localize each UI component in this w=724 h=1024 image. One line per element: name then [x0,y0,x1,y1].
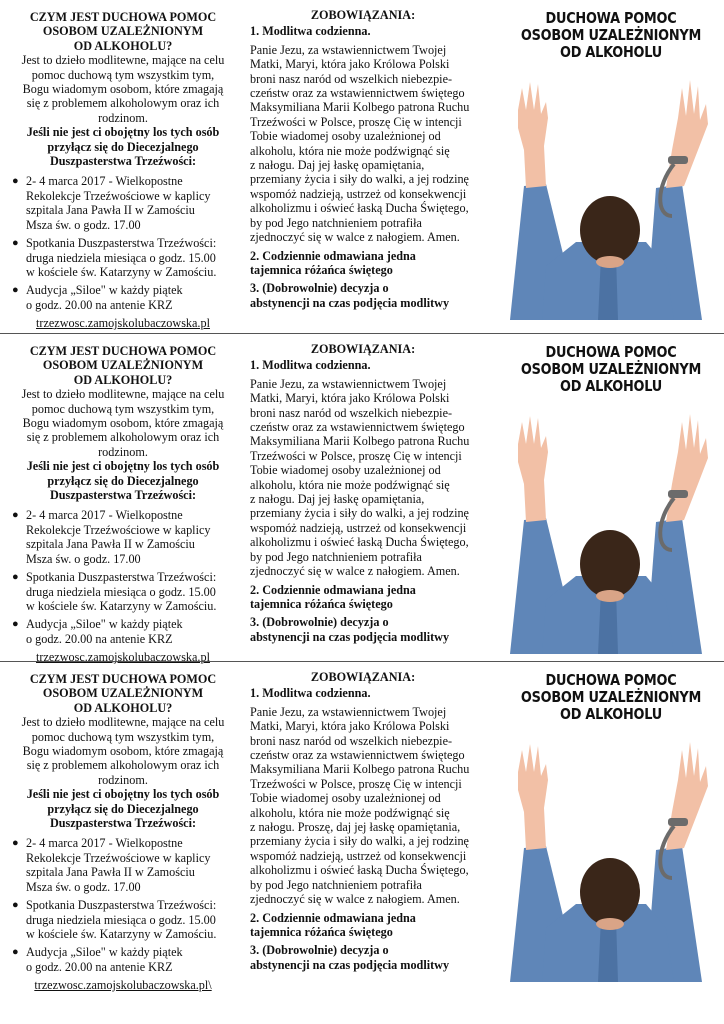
event-line: 2- 4 marca 2017 - Wielkopostne [26,836,183,851]
info-title-line: CZYM JEST DUCHOWA POMOC [29,672,217,686]
prayer-line: Matki, Maryi, która jako Królowa Polski [250,391,450,406]
prayer-line: Tobie wiadomej osoby uzależnionej od [250,463,441,478]
event-item [14,945,232,974]
prayer-line: wspomóż nadzieją, ustrzeż od konsekwencji [250,186,467,201]
event-line: o godz. 20.00 na antenie KRZ [26,631,173,646]
event-item [14,508,232,566]
intro-line: rodzinom. [98,444,148,459]
prayer-line: Panie Jezu, za wstawiennictwem Twojej [250,42,447,57]
info-column [14,672,232,993]
info-title-line: OSOBOM UZALEŻNIONYM [42,686,204,701]
intro-line: Jest to dzieło modlitewne, mające na celu [21,53,225,68]
prayer-line: z nałogu. Proszę, daj jej łaskę opamiętania, [250,820,461,835]
event-item [14,570,232,613]
commitments-column [250,342,476,644]
neck [596,918,624,930]
website-link[interactable]: trzezwosc.zamojskolubaczowska.pl\ [34,978,212,993]
intro-line: rodzinom. [98,110,148,125]
info-title-line: CZYM JEST DUCHOWA POMOC [29,344,217,358]
event-line: Rekolekcje Trzeźwościowe w kaplicy [26,850,211,865]
prayer-line: zjednoczyć się w walce z nałogiem. Amen. [250,230,460,245]
commitment-2-line: tajemnica różańca świętego [250,924,393,939]
prayer-line: przemiany życia i siły do walki, a jej rodzinę [250,172,469,187]
event-item [14,898,232,941]
commitment-1: 1. Modlitwa codzienna. [250,358,371,373]
event-line: Audycja „Siloe" w każdy piątek [26,283,183,298]
poster-title-line: OD ALKOHOLU [560,705,662,723]
commitment-1: 1. Modlitwa codzienna. [250,24,371,39]
bullet-icon: ● [12,899,19,912]
prayer-line: czeństw oraz za wstawiennictwem świętego [250,86,465,101]
commitment-2-line: 2. Codziennie odmawiana jedna [250,248,416,263]
info-title-line: OD ALKOHOLU? [73,372,173,387]
bullet-icon: ● [12,509,19,522]
commitments-column [250,8,476,310]
prayer-line: broni nasz naród od wszelkich niebezpie- [250,733,453,748]
call-line: przyłącz się do Diecezjalnego [47,139,199,154]
event-line: Spotkania Duszpasterstwa Trzeźwości: [26,898,217,913]
bullet-icon: ● [12,175,19,188]
man-raised-hands-illustration [506,66,716,320]
website-link[interactable]: trzezwosc.zamojskolubaczowska.pl [36,316,210,331]
info-title-line: OSOBOM UZALEŻNIONYM [42,358,204,373]
intro-line: Bogu wiadomym osobom, które zmagają [22,744,224,759]
event-line: druga niedziela miesiąca o godz. 15.00 [26,250,216,265]
prayer-line: Panie Jezu, za wstawiennictwem Twojej [250,704,447,719]
man-raised-hands-illustration [506,728,716,982]
prayer-line: Tobie wiadomej osoby uzależnionej od [250,791,441,806]
prayer-line: by pod Jego natchnieniem potrafiła [250,549,422,564]
commitment-3 [250,281,476,310]
info-call [14,787,232,830]
prayer-line: z nałogu. Daj jej łaskę opamiętania, [250,492,425,507]
info-title-line: OD ALKOHOLU? [73,700,173,715]
event-line: o godz. 20.00 na antenie KRZ [26,959,173,974]
event-line: Msza św. o godz. 17.00 [26,879,141,894]
right-hand [666,742,708,850]
commitment-3-line: 3. (Dobrowolnie) decyzja o [250,615,389,630]
prayer-line: alkoholizmu i oświeć łaską Ducha Świętego, [250,863,469,878]
bullet-icon: ● [12,571,19,584]
event-item [14,617,232,646]
call-line: Duszpasterstwa Trzeźwości: [49,154,197,169]
commitment-3-line: 3. (Dobrowolnie) decyzja o [250,943,389,958]
flyer-card [0,0,724,331]
prayer-line: wspomóż nadzieją, ustrzeż od konsekwencji [250,520,467,535]
prayer-line: alkoholu, która nie może podźwignąć się [250,477,450,492]
prayer-line: Maksymiliana Marii Kolbego patrona Ruchu [250,100,470,115]
event-line: Spotkania Duszpasterstwa Trzeźwości: [26,570,217,585]
prayer-line: Matki, Maryi, która jako Królowa Polski [250,719,450,734]
prayer-line: czeństw oraz za wstawiennictwem świętego [250,420,465,435]
commitments-title: ZOBOWIĄZANIA: [310,670,416,684]
event-line: w kościele św. Katarzyny w Zamościu. [26,264,217,279]
info-title-line: OD ALKOHOLU? [73,38,173,53]
poster-title-line: DUCHOWA POMOC [545,343,677,361]
left-hand [518,416,548,522]
prayer-line: broni nasz naród od wszelkich niebezpie- [250,405,453,420]
neck [596,590,624,602]
intro-line: Jest to dzieło modlitewne, mające na celu [21,387,225,402]
bullet-icon: ● [12,837,19,850]
event-line: Spotkania Duszpasterstwa Trzeźwości: [26,236,217,251]
info-title-line: CZYM JEST DUCHOWA POMOC [29,10,217,24]
info-column [14,344,232,665]
prayer-line: alkoholizmu i oświeć łaską Ducha Świętego, [250,535,469,550]
commitment-2-line: 2. Codziennie odmawiana jedna [250,582,416,597]
prayer-line: Trzeźwości w Polsce, proszę Cię w intencji [250,114,462,129]
prayer-line: Maksymiliana Marii Kolbego patrona Ruchu [250,434,470,449]
prayer-line: przemiany życia i siły do walki, a jej rodzinę [250,834,469,849]
poster-title-line: OD ALKOHOLU [560,43,662,61]
prayer-line: wspomóż nadzieją, ustrzeż od konsekwencji [250,848,467,863]
event-line: Audycja „Siloe" w każdy piątek [26,617,183,632]
event-line: Rekolekcje Trzeźwościowe w kaplicy [26,188,211,203]
events-list [14,508,232,646]
poster-title-line: OSOBOM UZALEŻNIONYM [520,26,702,44]
info-intro [14,53,232,125]
commitment-1: 1. Modlitwa codzienna. [250,686,371,701]
info-title-line: OSOBOM UZALEŻNIONYM [42,24,204,39]
head [580,196,640,264]
commitments-title: ZOBOWIĄZANIA: [310,342,416,356]
info-title [14,672,232,715]
man-raised-hands-illustration [506,400,716,654]
head [580,530,640,598]
handcuff-ring [668,490,688,498]
intro-line: się z problemem alkoholowym oraz ich [26,430,220,445]
prayer-line: Trzeźwości w Polsce, proszę Cię w intencji [250,776,462,791]
call-line: przyłącz się do Diecezjalnego [47,801,199,816]
event-line: o godz. 20.00 na antenie KRZ [26,297,173,312]
event-item [14,283,232,312]
intro-line: się z problemem alkoholowym oraz ich [26,96,220,111]
commitments-title: ZOBOWIĄZANIA: [310,8,416,22]
left-hand [518,744,548,850]
prayer-line: by pod Jego natchnieniem potrafiła [250,215,422,230]
bullet-icon: ● [12,618,19,631]
commitment-2 [250,249,476,278]
prayer-line: Panie Jezu, za wstawiennictwem Twojej [250,376,447,391]
event-line: Msza św. o godz. 17.00 [26,551,141,566]
call-line: Jeśli nie jest ci obojętny los tych osób [26,787,220,802]
poster-column [506,672,716,982]
poster-title-line: DUCHOWA POMOC [545,671,677,689]
intro-line: rodzinom. [98,772,148,787]
call-line: Duszpasterstwa Trzeźwości: [49,816,197,831]
neck [596,256,624,268]
poster-title-line: OSOBOM UZALEŻNIONYM [520,360,702,378]
intro-line: pomoc duchową tym wszystkim tym, [31,401,215,416]
flyer-card [0,662,724,993]
commitments-column [250,670,476,972]
commitment-3-line: abstynencji na czas podjęcia modlitwy [250,957,450,972]
commitment-2-line: tajemnica różańca świętego [250,262,393,277]
prayer-line: Trzeźwości w Polsce, proszę Cię w intencji [250,448,462,463]
prayer-line: alkoholu, która nie może podźwignąć się [250,143,450,158]
poster-title-line: DUCHOWA POMOC [545,9,677,27]
commitment-2-line: 2. Codziennie odmawiana jedna [250,910,416,925]
commitment-3 [250,943,476,972]
events-list [14,174,232,312]
event-line: w kościele św. Katarzyny w Zamościu. [26,926,217,941]
call-line: Jeśli nie jest ci obojętny los tych osób [26,125,220,140]
event-line: szpitala Jana Pawła II w Zamościu [26,865,195,880]
info-intro [14,387,232,459]
event-line: 2- 4 marca 2017 - Wielkopostne [26,508,183,523]
left-hand [518,82,548,188]
bullet-icon: ● [12,284,19,297]
commitment-2 [250,911,476,940]
info-title [14,344,232,387]
event-item [14,174,232,232]
call-line: Duszpasterstwa Trzeźwości: [49,488,197,503]
intro-line: Bogu wiadomym osobom, które zmagają [22,416,224,431]
poster-title-line: OSOBOM UZALEŻNIONYM [520,688,702,706]
commitment-3-line: abstynencji na czas podjęcia modlitwy [250,629,450,644]
bullet-icon: ● [12,237,19,250]
info-intro [14,715,232,787]
event-line: druga niedziela miesiąca o godz. 15.00 [26,912,216,927]
prayer-line: alkoholu, która nie może podźwignąć się [250,805,450,820]
commitment-2 [250,583,476,612]
intro-line: pomoc duchową tym wszystkim tym, [31,67,215,82]
intro-line: Bogu wiadomym osobom, które zmagają [22,82,224,97]
bullet-icon: ● [12,946,19,959]
flyer-card [0,334,724,665]
commitment-3-line: abstynencji na czas podjęcia modlitwy [250,295,450,310]
info-call [14,125,232,168]
event-line: 2- 4 marca 2017 - Wielkopostne [26,174,183,189]
info-call [14,459,232,502]
prayer-line: Maksymiliana Marii Kolbego patrona Ruchu [250,762,470,777]
prayer-line: broni nasz naród od wszelkich niebezpie- [250,71,453,86]
event-line: Rekolekcje Trzeźwościowe w kaplicy [26,522,211,537]
right-hand [666,80,708,188]
info-column [14,10,232,331]
commitment-3 [250,615,476,644]
head [580,858,640,926]
event-line: Audycja „Siloe" w każdy piątek [26,945,183,960]
website-link[interactable]: trzezwosc.zamojskolubaczowska.pl [36,650,210,665]
poster-column [506,10,716,320]
prayer-line: Matki, Maryi, która jako Królowa Polski [250,57,450,72]
poster-column [506,344,716,654]
prayer-text [250,43,476,245]
commitment-2-line: tajemnica różańca świętego [250,596,393,611]
commitment-3-line: 3. (Dobrowolnie) decyzja o [250,281,389,296]
prayer-line: z nałogu. Daj jej łaskę opamiętania, [250,158,425,173]
poster-title-line: OD ALKOHOLU [560,377,662,395]
event-line: w kościele św. Katarzyny w Zamościu. [26,598,217,613]
prayer-line: by pod Jego natchnieniem potrafiła [250,877,422,892]
prayer-line: Tobie wiadomej osoby uzależnionej od [250,129,441,144]
events-list [14,836,232,974]
prayer-line: zjednoczyć się w walce z nałogiem. Amen. [250,892,460,907]
call-line: przyłącz się do Diecezjalnego [47,473,199,488]
event-line: druga niedziela miesiąca o godz. 15.00 [26,584,216,599]
event-line: Msza św. o godz. 17.00 [26,217,141,232]
prayer-line: alkoholizmu i oświeć łaską Ducha Świętego, [250,201,469,216]
event-line: szpitala Jana Pawła II w Zamościu [26,203,195,218]
intro-line: pomoc duchową tym wszystkim tym, [31,729,215,744]
info-title [14,10,232,53]
prayer-line: zjednoczyć się w walce z nałogiem. Amen. [250,564,460,579]
event-line: szpitala Jana Pawła II w Zamościu [26,537,195,552]
intro-line: Jest to dzieło modlitewne, mające na celu [21,715,225,730]
event-item [14,236,232,279]
prayer-text [250,705,476,907]
prayer-text [250,377,476,579]
intro-line: się z problemem alkoholowym oraz ich [26,758,220,773]
handcuff-ring [668,818,688,826]
call-line: Jeśli nie jest ci obojętny los tych osób [26,459,220,474]
right-hand [666,414,708,522]
prayer-line: przemiany życia i siły do walki, a jej rodzinę [250,506,469,521]
prayer-line: czeństw oraz za wstawiennictwem świętego [250,748,465,763]
event-item [14,836,232,894]
handcuff-ring [668,156,688,164]
